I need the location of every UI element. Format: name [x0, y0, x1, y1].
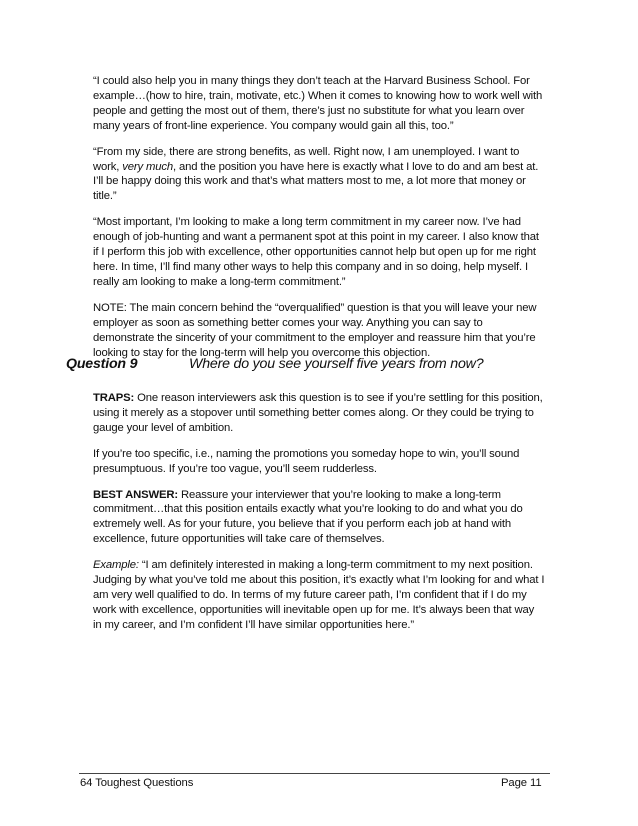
best-answer-text: Reassure your interviewer that you’re looking to make a long-term commitment…that this position entails exactly what you’re looking to do and what you do extremely well. As for your future, you believe that if you perform each job at hand with excellence, future opportunities will take care of themselves.	[93, 488, 523, 546]
traps-paragraph	[93, 391, 545, 436]
traps-label: TRAPS:	[93, 392, 135, 404]
answer-paragraph-2-start: “From my side, there are strong benefits, as well. Right now, I am unemployed. I want to work,	[93, 145, 520, 173]
best-answer-label: BEST ANSWER:	[93, 488, 179, 501]
best-answer-paragraph	[93, 488, 545, 548]
answer-paragraph-2-emphasis: very much	[122, 160, 173, 173]
question-9-section	[93, 391, 545, 633]
answer-continued-section	[93, 74, 545, 360]
answer-paragraph-2	[93, 145, 545, 205]
specific-paragraph: If you’re too specific, i.e., naming the promotions you someday hope to win, you’ll sound presumptuous. If you’re too vague, you’ll seem rudderless.	[93, 447, 520, 475]
question-heading	[66, 356, 566, 372]
page-number: Page 11	[501, 777, 542, 789]
answer-paragraph-3: “Most important, I’m looking to make a long term commitment in my career now. I’ve had enough of job-hunting and want a permanent spot at this point in my career. I also know that if I perform this job with excellence, other opportunities cannot help but open up for me right here. In time, I’ll find many other ways to help this company and in so doing, help myself. I really am looking to make a long-term commitment.”	[93, 216, 539, 288]
note-paragraph: NOTE: The main concern behind the “overqualified” question is that you will leave your new employer as soon as something better comes your way. Anything you can say to demonstrate the sincerity of your commitment to the employer and reassure him that you’re looking to stay for the long-term will help you overcome this objection.	[93, 301, 537, 359]
question-text: Where do you see yourself five years from now?	[189, 356, 484, 372]
example-label: Example:	[93, 559, 139, 572]
answer-paragraph-2-end: , and the position you have here is exactly what I love to do and am best at. I’ll be happy doing this work and that’s what matters most to me, a lot more that money or title.”	[93, 160, 539, 203]
footer-divider	[79, 773, 550, 774]
traps-text: One reason interviewers ask this question is to see if you’re settling for this position, using it merely as a stopover until something better comes along. Or they could be trying to gauge your level of ambition.	[93, 392, 543, 434]
answer-paragraph-1: “I could also help you in many things they don’t teach at the Harvard Business School. For example…(how to hire, train, motivate, etc.) When it comes to knowing how to work well with people and getting the most out of them, there’s just no substitute for what you learn over many years of front-line experience. You company would gain all this, too.”	[93, 75, 543, 132]
example-paragraph	[93, 558, 545, 633]
footer-title: 64 Toughest Questions	[80, 777, 194, 789]
question-number: Question 9	[66, 356, 138, 372]
example-text: “I am definitely interested in making a long-term commitment to my next position. Judging by what you’ve told me about this position, it’s exactly what I’m looking for and what I am very well qualified to do. In terms of my future career path, I’m confident that if I do my work with excellence, opportunities will inevitable open up for me. It’s always been that way in my career, and I’m confident I’ll have similar opportunities here.”	[93, 559, 545, 631]
